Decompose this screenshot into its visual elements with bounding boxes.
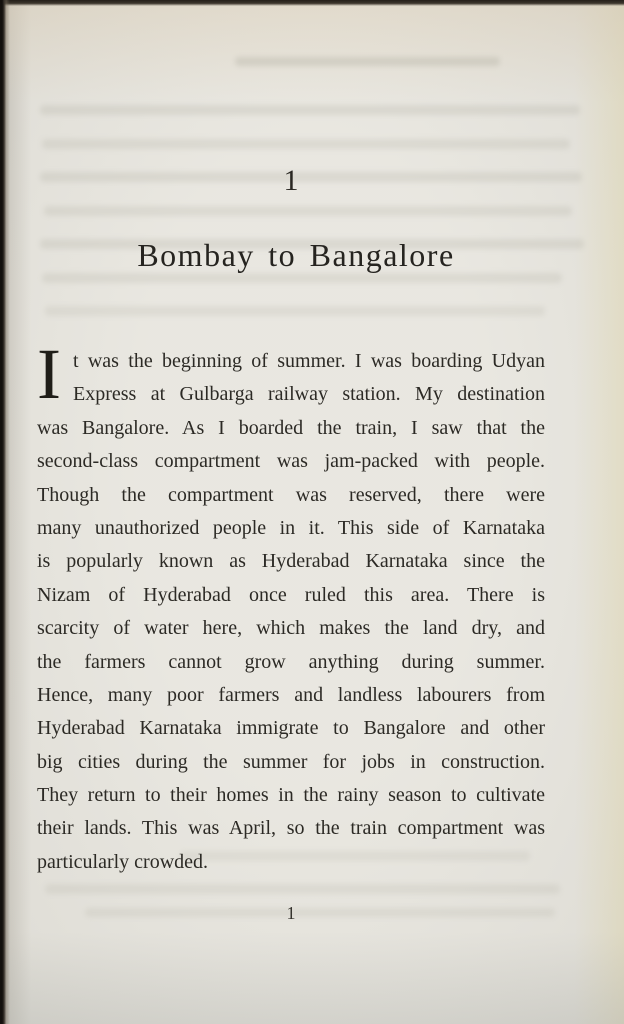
- text-column: [37, 0, 545, 1024]
- body-line: the farmers cannot grow anything during summer.: [37, 650, 545, 673]
- body-line: Nizam of Hyderabad once ruled this area. There is: [37, 583, 545, 606]
- body-line: t was the beginning of summer. I was boarding Udyan: [73, 350, 545, 372]
- body-paragraph: [37, 334, 545, 879]
- body-line: Hyderabad Karnataka immigrate to Bangalore and other: [37, 717, 545, 740]
- page-top-edge: [0, 0, 624, 6]
- chapter-title: Bombay to Bangalore: [137, 237, 455, 273]
- body-line: Hence, many poor farmers and landless labourers from: [37, 683, 545, 706]
- drop-cap: I: [37, 334, 61, 414]
- body-line: their lands. This was April, so the train compartment was: [37, 817, 545, 840]
- body-line: They return to their homes in the rainy season to cultivate: [37, 784, 545, 807]
- chapter-number: 1: [283, 164, 299, 197]
- body-line: Though the compartment was reserved, there were: [37, 483, 545, 506]
- page-number: 1: [286, 903, 296, 923]
- body-line: Express at Gulbarga railway station. My destination: [73, 383, 545, 406]
- body-line: scarcity of water here, which makes the land dry, and: [37, 617, 545, 640]
- body-line: big cities during the summer for jobs in construction.: [37, 750, 545, 773]
- page-left-edge: [0, 0, 10, 1024]
- body-line: second-class compartment was jam-packed with people.: [37, 450, 545, 473]
- body-line: many unauthorized people in it. This side of Karnataka: [37, 516, 545, 539]
- body-line: is popularly known as Hyderabad Karnataka since the: [37, 550, 545, 573]
- body-line: was Bangalore. As I boarded the train, I saw that the: [37, 416, 545, 439]
- body-line: particularly crowded.: [37, 850, 209, 873]
